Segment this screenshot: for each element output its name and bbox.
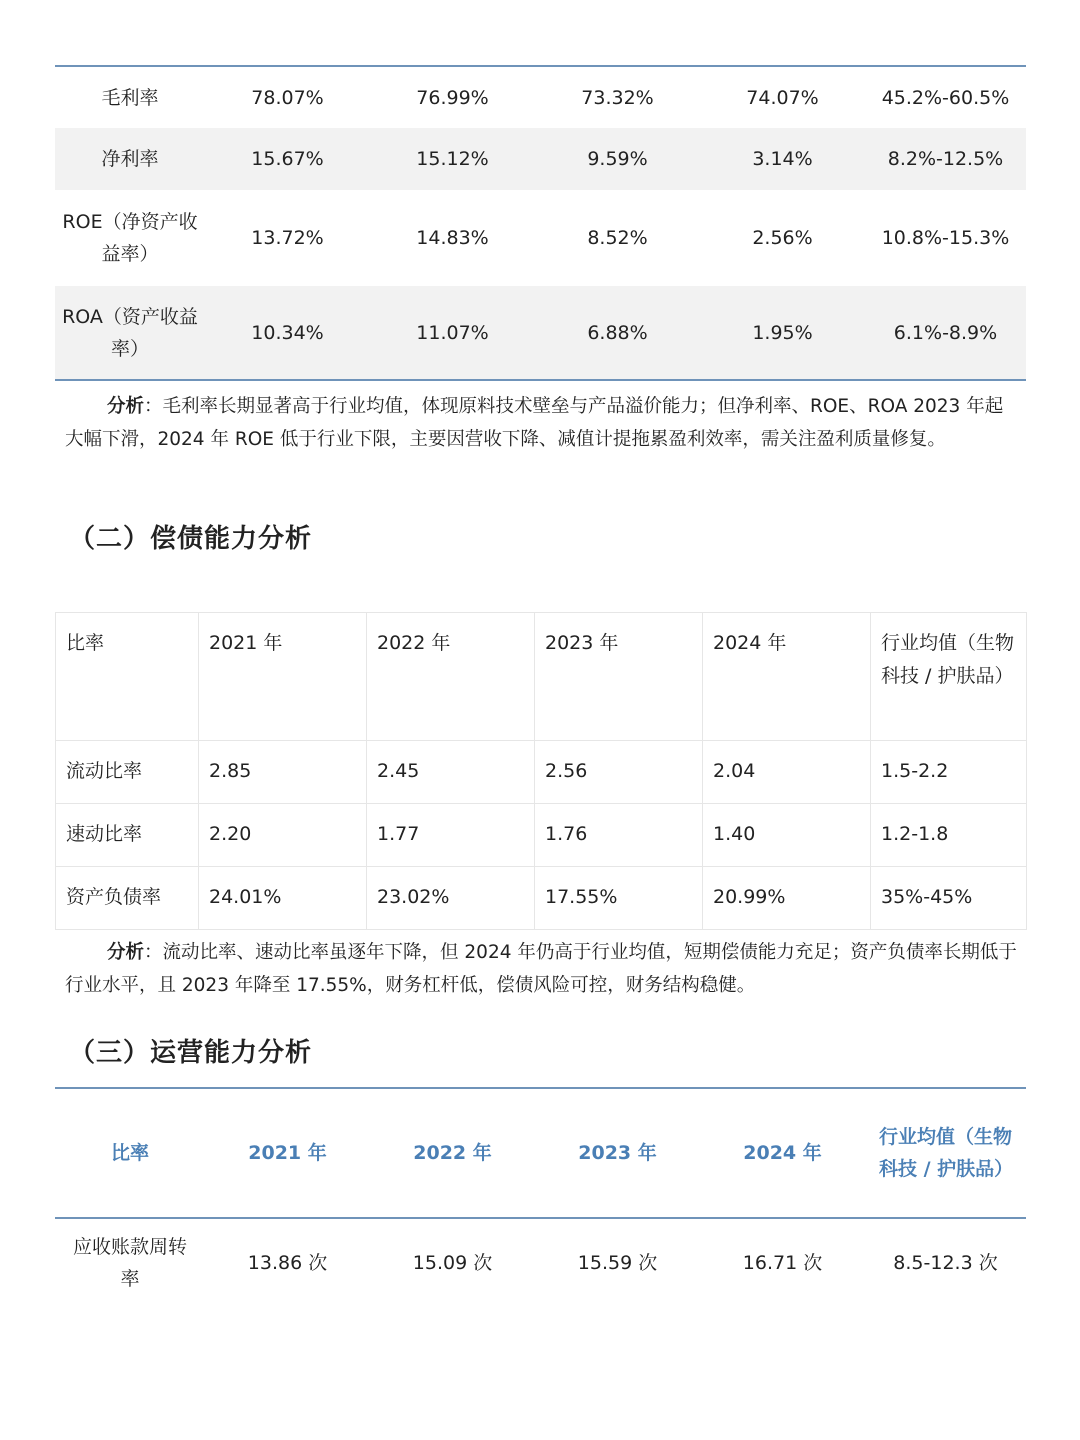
table-cell: 15.67% — [205, 128, 370, 190]
table-cell: 8.5-12.3 次 — [893, 1252, 998, 1274]
profitability-analysis — [65, 390, 1020, 456]
table-cell: 15.12% — [370, 128, 535, 190]
table-cell: 9.59% — [535, 128, 700, 190]
analysis-text: ：毛利率长期显著高于行业均值，体现原料技术壁垒与产品溢价能力；但净利率、ROE、ROA 2023 年起大幅下滑，2024 年 ROE 低于行业下限，主要因营收下降、减值计提拖累盈利效率，需关注盈利质量修复。 — [65, 396, 1004, 450]
column-header: 2022 年 — [367, 613, 535, 741]
table-cell: 8.52% — [535, 190, 700, 286]
analysis-label: 分析 — [107, 942, 145, 963]
row-label: 速动比率 — [56, 804, 199, 867]
column-header: 行业均值（生物科技 / 护肤品） — [871, 613, 1027, 741]
table-cell: 73.32% — [535, 66, 700, 128]
table-cell: 10.34% — [205, 286, 370, 380]
table-row — [55, 128, 1026, 190]
table-cell: 1.5-2.2 — [871, 741, 1027, 804]
table-cell: 16.71 次 — [742, 1252, 823, 1274]
table-cell: 13.86 次 — [247, 1252, 328, 1274]
row-label: 毛利率 — [55, 66, 205, 128]
table-cell: 2.56% — [700, 190, 865, 286]
table-cell: 1.77 — [367, 804, 535, 867]
row-label: 资产负债率 — [56, 867, 199, 930]
column-header: 2023 年 — [535, 613, 703, 741]
table-cell: 1.40 — [703, 804, 871, 867]
table-cell: 2.45 — [367, 741, 535, 804]
table-cell: 24.01% — [199, 867, 367, 930]
profitability-table — [55, 65, 1026, 381]
section-heading-operation: （三）运营能力分析 — [69, 1038, 313, 1068]
table-cell: 6.1%-8.9% — [865, 286, 1026, 380]
table-cell: 11.07% — [370, 286, 535, 380]
solvency-analysis — [65, 936, 1020, 1002]
table-row — [56, 741, 1027, 804]
table-cell: 13.72% — [205, 190, 370, 286]
operation-table — [55, 1087, 1026, 1307]
table-cell: 2.04 — [703, 741, 871, 804]
column-header: 2024 年 — [703, 613, 871, 741]
table-cell: 8.2%-12.5% — [865, 128, 1026, 190]
table-row — [56, 867, 1027, 930]
table-cell: 20.99% — [703, 867, 871, 930]
analysis-label: 分析 — [107, 396, 145, 417]
table-cell: 1.2-1.8 — [871, 804, 1027, 867]
table-cell: 3.14% — [700, 128, 865, 190]
table-cell: 15.09 次 — [412, 1252, 493, 1274]
table-cell: 1.76 — [535, 804, 703, 867]
row-label: 流动比率 — [56, 741, 199, 804]
column-header: 2021 年 — [199, 613, 367, 741]
table-cell: 14.83% — [370, 190, 535, 286]
table-row — [55, 286, 1026, 380]
column-header: 2024 年 — [700, 1088, 865, 1218]
solvency-table — [55, 612, 1027, 930]
table-cell: 2.85 — [199, 741, 367, 804]
column-header: 2022 年 — [370, 1088, 535, 1218]
column-header: 比率 — [55, 1088, 205, 1218]
table-row — [56, 804, 1027, 867]
column-header: 2021 年 — [205, 1088, 370, 1218]
table-cell: 23.02% — [367, 867, 535, 930]
table-cell: 78.07% — [205, 66, 370, 128]
table-cell: 76.99% — [370, 66, 535, 128]
table-cell: 1.95% — [700, 286, 865, 380]
table-cell: 45.2%-60.5% — [865, 66, 1026, 128]
table-row — [55, 190, 1026, 286]
table-cell: 15.59 次 — [577, 1252, 658, 1274]
column-header: 比率 — [56, 613, 199, 741]
table-cell: 2.20 — [199, 804, 367, 867]
table-cell: 10.8%-15.3% — [865, 190, 1026, 286]
column-header: 行业均值（生物科技 / 护肤品） — [865, 1088, 1026, 1218]
column-header: 2023 年 — [535, 1088, 700, 1218]
table-header-row — [56, 613, 1027, 741]
table-row — [55, 66, 1026, 128]
table-row — [55, 1218, 1026, 1307]
row-label: 应收账款周转率 — [72, 1236, 187, 1290]
section-heading-solvency: （二）偿债能力分析 — [69, 524, 313, 554]
table-cell: 6.88% — [535, 286, 700, 380]
table-header-row — [55, 1088, 1026, 1218]
row-label: ROA（资产收益率） — [55, 286, 205, 380]
table-cell: 17.55% — [535, 867, 703, 930]
table-cell: 35%-45% — [871, 867, 1027, 930]
analysis-text: ：流动比率、速动比率虽逐年下降，但 2024 年仍高于行业均值，短期偿债能力充足；资产负债率长期低于行业水平，且 2023 年降至 17.55%，财务杠杆低，偿债风险可控，财务结构稳健。 — [65, 942, 1017, 996]
table-cell: 74.07% — [700, 66, 865, 128]
table-cell: 2.56 — [535, 741, 703, 804]
row-label: ROE（净资产收益率） — [55, 190, 205, 286]
row-label: 净利率 — [55, 128, 205, 190]
